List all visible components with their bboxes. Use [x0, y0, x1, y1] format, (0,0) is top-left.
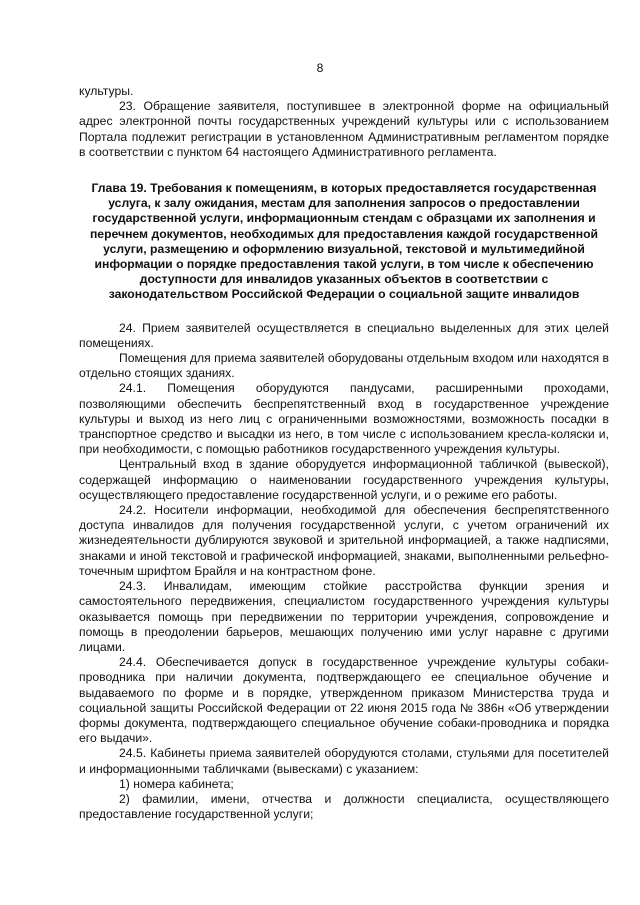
paragraph: Центральный вход в здание оборудуется информационной табличкой (вывеской), содержащей информацию о наименовании государственного учреждения культуры, осуществляющего предоставление государственной услуги, и о режиме его работы. — [79, 457, 609, 502]
paragraph: 24.1. Помещения оборудуются пандусами, расширенными проходами, позволяющими обеспечить беспрепятственный вход в государственное учреждение культуры и выход из него лиц с ограниченными возможностями, возможность посадки в транспортное средство и высадки из него, в том числе с использованием кресла-коляски и, при необходимости, с помощью работников государственного учреждения культуры. — [79, 381, 609, 457]
paragraph: Помещения для приема заявителей оборудованы отдельным входом или находятся в отдельно стоящих зданиях. — [79, 351, 609, 381]
paragraph: 24.3. Инвалидам, имеющим стойкие расстройства функции зрения и самостоятельного передвижения, специалистом государственного учреждения культуры оказывается помощь при передвижении по территории учреждения, сопровождение и помощь в преодолении барьеров, мешающих получению ими услуг наравне с другими лицами. — [79, 579, 609, 654]
paragraph: 24.2. Носители информации, необходимой для обеспечения беспрепятственного доступа инвалидов для получения государственной услуги, с учетом ограничений их жизнедеятельности дублируются звуковой и зрительной информацией, а также надписями, знаками и иной текстовой и графической информацией, знаками, выполненными рельефно-точечным шрифтом Брайля и на контрастном фоне. — [79, 503, 609, 578]
section-before-chapter — [79, 84, 609, 160]
paragraph: 24. Прием заявителей осуществляется в специально выделенных для этих целей помещениях. — [79, 320, 609, 350]
chapter-heading: Глава 19. Требования к помещениям, в которых предоставляется государственная услуга, к залу ожидания, местам для заполнения запросов о предоставлении государственной услуги, информационным стендам с образцами их заполнения и перечнем документов, необходимых для предоставления каждой государственной услуги, размещению и оформлению визуальной, текстовой и мультимедийной информации о порядке предоставления такой услуги, в том числе к обеспечению доступности для инвалидов указанных объектов в соответствии с законодательством Российской Федерации о социальной защите инвалидов — [89, 181, 599, 302]
paragraph: 24.5. Кабинеты приема заявителей оборудуются столами, стульями для посетителей и информационными табличками (вывесками) с указанием: — [79, 746, 609, 776]
section-after-chapter — [79, 321, 609, 823]
paragraph: культуры. — [79, 84, 134, 98]
document-body — [79, 84, 609, 822]
paragraph: 1) номера кабинета; — [119, 776, 234, 791]
page-number: 8 — [316, 61, 324, 75]
paragraph: 2) фамилии, имени, отчества и должности специалиста, осуществляющего предоставление государственной услуги; — [79, 791, 609, 822]
paragraph: 24.4. Обеспечивается допуск в государственное учреждение культуры собаки-проводника при наличии документа, подтверждающего ее специальное обучение и выдаваемого по форме и в порядке, утвержденном приказом Министерства труда и социальной защиты Российской Федерации от 22 июня 2015 года № 386н «Об утверждении формы документа, подтверждающего специальное обучение собаки-проводника и порядка его выдачи». — [79, 655, 609, 746]
paragraph: 23. Обращение заявителя, поступившее в электронной форме на официальный адрес электронной почты государственных учреждений культуры или с использованием Портала подлежит регистрации в установленном Административным регламентом порядке в соответствии с пунктом 64 настоящего Административного регламента. — [79, 99, 609, 159]
